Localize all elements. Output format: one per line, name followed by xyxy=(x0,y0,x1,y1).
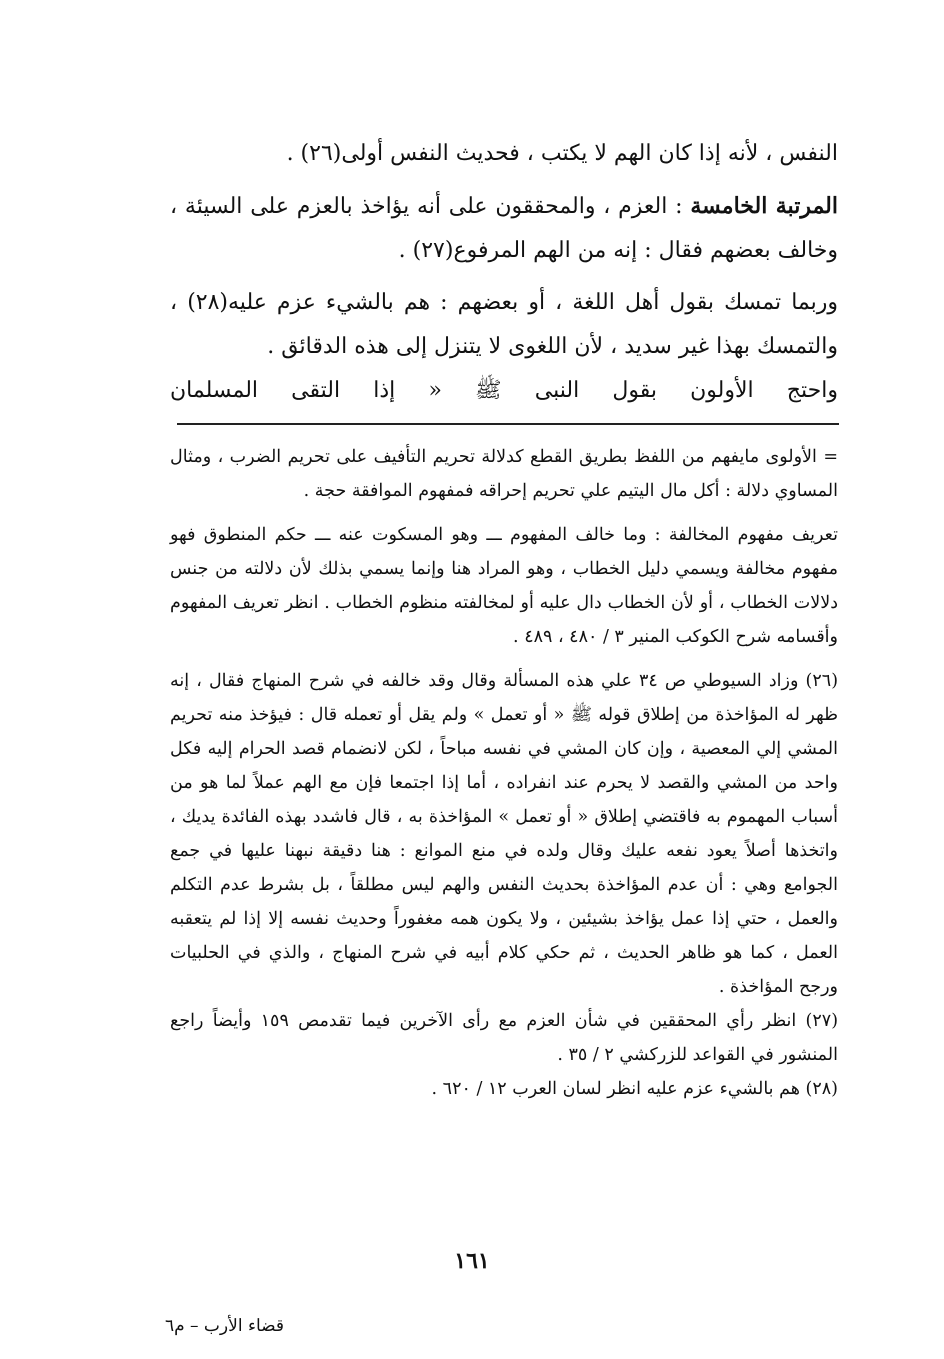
main-text xyxy=(170,132,838,413)
paragraph-2-text: : العزم ، والمحققون على أنه يؤاخذ بالعزم على السيئة ، وخالف بعضهم فقال : إنه من الهم المرفوع(٢٧) . xyxy=(170,194,838,263)
section-heading-fifth-rank: المرتبة الخامسة xyxy=(690,193,838,219)
paragraph-1: النفس ، لأنه إذا كان الهم لا يكتب ، فحديث النفس أولى(٢٦) . xyxy=(286,141,838,166)
footnote-continuation-2: تعريف مفهوم المخالفة : وما خالف المفهوم ـــ وهو المسكوت عنه ـــ حكم المنطوق فهو مفهوم مخالفة ويسمي دليل الخطاب ، وهو المراد هنا وإنما يسمي بذلك لأن دلالته من جنس دلالات الخطاب ، أو لأن الخطاب دال عليه أو لمخالفته منظوم الخطاب . انظر تعريف المفهوم وأقسامه شرح الكوكب المنير ٣ / ٤٨٠ ، ٤٨٩ . xyxy=(170,525,838,647)
running-footer: قضاء الأرب – م٦ xyxy=(164,1316,284,1336)
footnotes xyxy=(170,440,838,1106)
footnote-continuation-1: = الأولوى مايفهم من اللفظ بطريق القطع كدلالة تحريم التأفيف على تحريم الضرب ، ومثال المساوي دلالة : أكل مال اليتيم علي تحريم إحراقه فمفهوم الموافقة حجة . xyxy=(170,447,838,501)
footnote-27: (٢٧) انظر رأي المحققين في شأن العزم مع رأى الآخرين فيما تقدمص ١٥٩ وأيضاً راجع المنشور في القواعد للزركشي ٢ / ٣٥ . xyxy=(170,1011,839,1065)
page-number: ١٦١ xyxy=(454,1248,490,1274)
paragraph-2 xyxy=(170,184,838,273)
footnote-28: (٢٨) هم بالشيء عزم عليه انظر لسان العرب ١٢ / ٦٢٠ . xyxy=(431,1079,838,1099)
footnote-separator xyxy=(177,423,839,425)
paragraph-3: وربما تمسك بقول أهل اللغة ، أو بعضهم : هم بالشيء عزم عليه(٢٨) ، والتمسك بهذا غير سديد ، لأن اللغوى لا يتنزل إلى هذه الدقائق . xyxy=(170,290,838,359)
footnote-26: (٢٦) وزاد السيوطي ص ٣٤ علي هذه المسألة وقال وقد خالفه في شرح المنهاج فقال ، إنه ظهر له المؤاخذة من إطلاق قوله ﷺ « أو تعمل » ولم يقل أو تعمله قال : فيؤخذ منه تحريم المشي إلي المعصية ، وإن كان المشي في نفسه مباحاً ، لكن لانضمام قصد الحرام إليه فكل واحد من المشي والقصد لا يحرم عند انفراده ، أما إذا اجتمعا فإن مع الهم عملاً لما هو من أسباب المهموم به فاقتضي إطلاق « أو تعمل » المؤاخذة به ، قال فاشدد بهذه الفائدة يديك ، واتخذها أصلاً يعود نفعه عليك وقال ولده في منع الموانع : هنا دقيقة نبهنا عليها في جمع الجوامع وهي : أن عدم المؤاخذة بحديث النفس والهم ليس مطلقاً ، بل بشرط عدم التكلم والعمل ، حتي إذا عمل يؤاخذ بشيئين ، ولا يكون همه مغفوراً وحديث نفسه إلا إذا لم يتعقبه العمل ، كما هو ظاهر الحديث ، ثم حكي كلام أبيه في شرح المنهاج ، والذي في الحلبيات ورجح المؤاخذة . xyxy=(170,671,839,997)
paragraph-4: واحتج الأولون بقول النبى ﷺ « إذا التقى المسلمان xyxy=(170,378,838,403)
